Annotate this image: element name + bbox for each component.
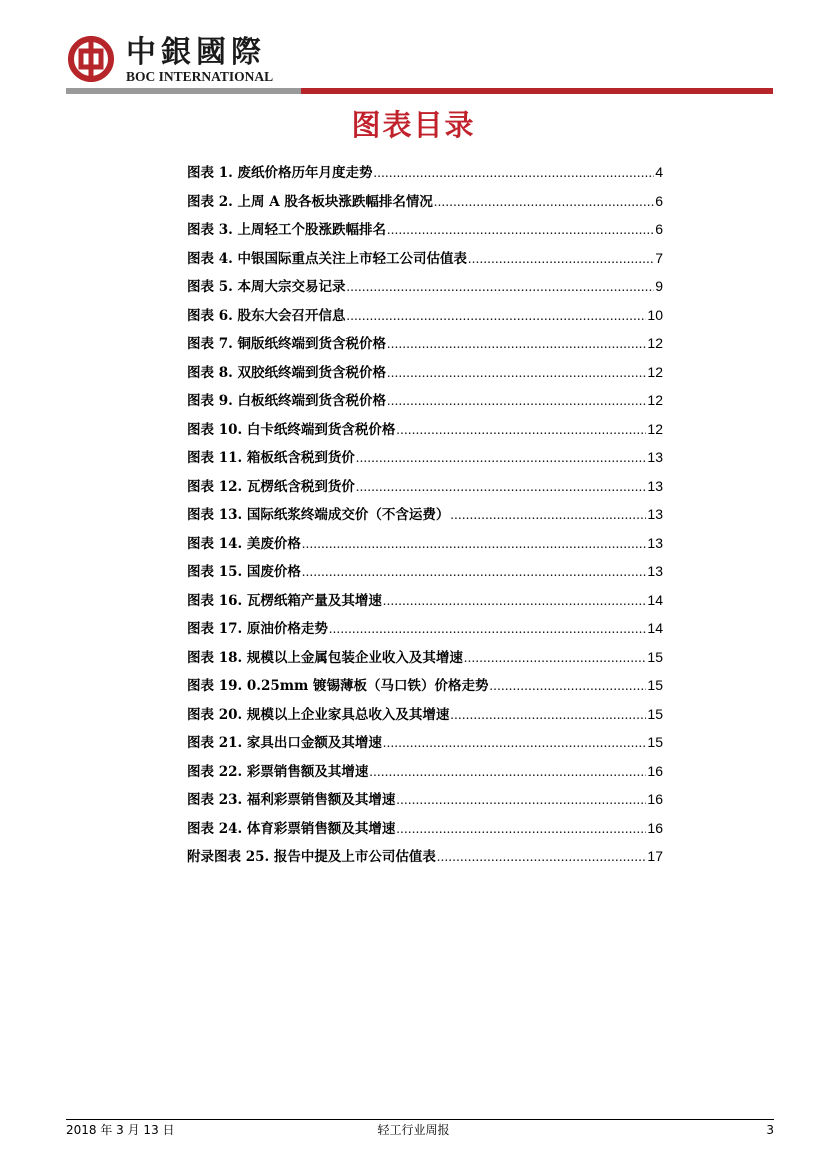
toc-dot-leader xyxy=(387,330,646,359)
toc-dot-leader xyxy=(396,786,646,815)
toc-entry-page: 9 xyxy=(655,278,663,294)
toc-entry[interactable] xyxy=(187,415,663,444)
bank-of-china-emblem-icon xyxy=(68,36,114,82)
toc-dot-leader xyxy=(387,387,646,416)
toc-dot-leader xyxy=(383,587,647,616)
toc-entry[interactable] xyxy=(187,500,663,529)
toc-entry-label: 图表 12. 瓦楞纸含税到货价 xyxy=(187,478,355,495)
toc-entry-page: 12 xyxy=(647,363,663,380)
toc-entry[interactable] xyxy=(187,386,663,415)
toc-dot-leader xyxy=(302,530,647,559)
toc-entry-label: 图表 4. 中银国际重点关注上市轻工公司估值表 xyxy=(187,250,467,267)
toc-entry-label: 图表 2. 上周 A 股各板块涨跌幅排名情况 xyxy=(187,193,433,210)
toc-entry[interactable] xyxy=(187,728,663,757)
toc-entry-label: 图表 16. 瓦楞纸箱产量及其增速 xyxy=(187,592,382,609)
toc-entry-page: 17 xyxy=(647,848,663,864)
logo-chinese-name: 中銀國際 xyxy=(126,35,266,70)
footer-rule xyxy=(66,1119,774,1120)
boc-international-logo xyxy=(68,36,308,88)
toc-entry-label: 图表 20. 规模以上企业家具总收入及其增速 xyxy=(187,706,450,723)
toc-entry-page: 13 xyxy=(647,449,663,465)
figure-table-of-contents xyxy=(187,158,663,871)
toc-dot-leader xyxy=(347,302,647,331)
toc-entry-label: 图表 17. 原油价格走势 xyxy=(187,621,328,637)
toc-entry[interactable] xyxy=(187,329,663,358)
toc-entry-page: 6 xyxy=(655,221,663,237)
toc-entry-label: 图表 9. 白板纸终端到货含税价格 xyxy=(187,393,386,409)
toc-dot-leader xyxy=(396,815,646,844)
footer-page-number: 3 xyxy=(766,1123,774,1137)
toc-entry-label: 图表 23. 福利彩票销售额及其增速 xyxy=(187,792,396,808)
toc-dot-leader xyxy=(437,843,647,872)
toc-entry-page: 12 xyxy=(647,392,663,408)
toc-dot-leader xyxy=(329,615,647,644)
toc-entry-page: 10 xyxy=(647,306,663,323)
toc-entry[interactable] xyxy=(187,158,663,187)
toc-entry[interactable] xyxy=(187,671,663,700)
toc-entry[interactable] xyxy=(187,586,663,615)
toc-entry-page: 15 xyxy=(647,677,663,693)
toc-entry[interactable] xyxy=(187,529,663,558)
toc-entry-label: 图表 14. 美废价格 xyxy=(187,535,301,552)
toc-entry[interactable] xyxy=(187,757,663,786)
toc-dot-leader xyxy=(374,159,655,188)
toc-entry-page: 13 xyxy=(647,563,663,579)
toc-dot-leader xyxy=(464,644,647,673)
toc-entry[interactable] xyxy=(187,301,663,330)
toc-entry-label: 图表 19. 0.25mm 镀锡薄板（马口铁）价格走势 xyxy=(187,678,489,694)
footer-report-title: 轻工行业周报 xyxy=(377,1123,450,1137)
toc-entry-label: 图表 13. 国际纸浆终端成交价（不含运费） xyxy=(187,507,450,523)
toc-entry-label: 图表 3. 上周轻工个股涨跌幅排名 xyxy=(187,222,386,238)
toc-entry-label: 图表 15. 国废价格 xyxy=(187,564,301,580)
toc-dot-leader xyxy=(383,729,647,758)
toc-entry-label: 图表 7. 铜版纸终端到货含税价格 xyxy=(187,336,386,352)
toc-entry[interactable] xyxy=(187,785,663,814)
toc-dot-leader xyxy=(490,672,647,701)
toc-entry-label: 图表 21. 家具出口金额及其增速 xyxy=(187,735,382,751)
toc-entry-page: 16 xyxy=(647,791,663,807)
header-rule-red xyxy=(301,88,773,94)
toc-entry[interactable] xyxy=(187,557,663,586)
toc-entry-page: 15 xyxy=(647,648,663,665)
footer-date: 2018 年 3 月 13 日 xyxy=(66,1123,175,1137)
header-rule-gray xyxy=(66,88,301,94)
toc-entry-label: 图表 10. 白卡纸终端到货含税价格 xyxy=(187,421,396,438)
toc-entry-label: 附录图表 25. 报告中提及上市公司估值表 xyxy=(187,849,436,865)
toc-entry[interactable] xyxy=(187,443,663,472)
toc-entry-page: 15 xyxy=(647,705,663,722)
toc-entry-page: 15 xyxy=(647,734,663,750)
toc-entry[interactable] xyxy=(187,472,663,501)
toc-entry[interactable] xyxy=(187,272,663,301)
toc-entry[interactable] xyxy=(187,215,663,244)
toc-entry-label: 图表 18. 规模以上金属包装企业收入及其增速 xyxy=(187,649,463,666)
toc-entry-page: 13 xyxy=(647,534,663,551)
toc-entry-label: 图表 5. 本周大宗交易记录 xyxy=(187,279,346,295)
toc-dot-leader xyxy=(347,273,655,302)
toc-entry-label: 图表 24. 体育彩票销售额及其增速 xyxy=(187,820,396,837)
toc-dot-leader xyxy=(302,558,647,587)
toc-entry-page: 7 xyxy=(655,249,663,266)
toc-title: 图表目录 xyxy=(351,108,476,142)
toc-entry-page: 6 xyxy=(655,192,663,209)
toc-entry-page: 14 xyxy=(647,591,663,608)
toc-entry-label: 图表 8. 双胶纸终端到货含税价格 xyxy=(187,364,386,381)
toc-entry-page: 16 xyxy=(647,762,663,779)
toc-dot-leader xyxy=(356,444,647,473)
toc-entry-page: 12 xyxy=(647,335,663,351)
toc-entry-label: 图表 1. 废纸价格历年月度走势 xyxy=(187,165,373,181)
toc-entry[interactable] xyxy=(187,700,663,729)
toc-dot-leader xyxy=(396,416,646,445)
toc-dot-leader xyxy=(356,473,647,502)
toc-entry[interactable] xyxy=(187,358,663,387)
toc-entry[interactable] xyxy=(187,842,663,871)
logo-english-name: BOC INTERNATIONAL xyxy=(126,69,274,84)
toc-entry-page: 13 xyxy=(647,506,663,522)
toc-entry-label: 图表 11. 箱板纸含税到货价 xyxy=(187,450,355,466)
toc-dot-leader xyxy=(468,245,654,274)
toc-entry-label: 图表 22. 彩票销售额及其增速 xyxy=(187,763,369,780)
toc-entry-page: 4 xyxy=(655,164,663,180)
toc-entry-page: 12 xyxy=(647,420,663,437)
toc-dot-leader xyxy=(434,188,654,217)
toc-entry[interactable] xyxy=(187,187,663,216)
toc-dot-leader xyxy=(387,216,654,245)
toc-entry[interactable] xyxy=(187,614,663,643)
toc-dot-leader xyxy=(450,501,646,530)
toc-entry-label: 图表 6. 股东大会召开信息 xyxy=(187,307,346,324)
toc-dot-leader xyxy=(450,701,646,730)
toc-dot-leader xyxy=(369,758,646,787)
toc-entry[interactable] xyxy=(187,244,663,273)
toc-dot-leader xyxy=(387,359,646,388)
toc-entry[interactable] xyxy=(187,643,663,672)
toc-entry-page: 16 xyxy=(647,819,663,836)
toc-entry-page: 13 xyxy=(647,477,663,494)
toc-entry[interactable] xyxy=(187,814,663,843)
toc-entry-page: 14 xyxy=(647,620,663,636)
